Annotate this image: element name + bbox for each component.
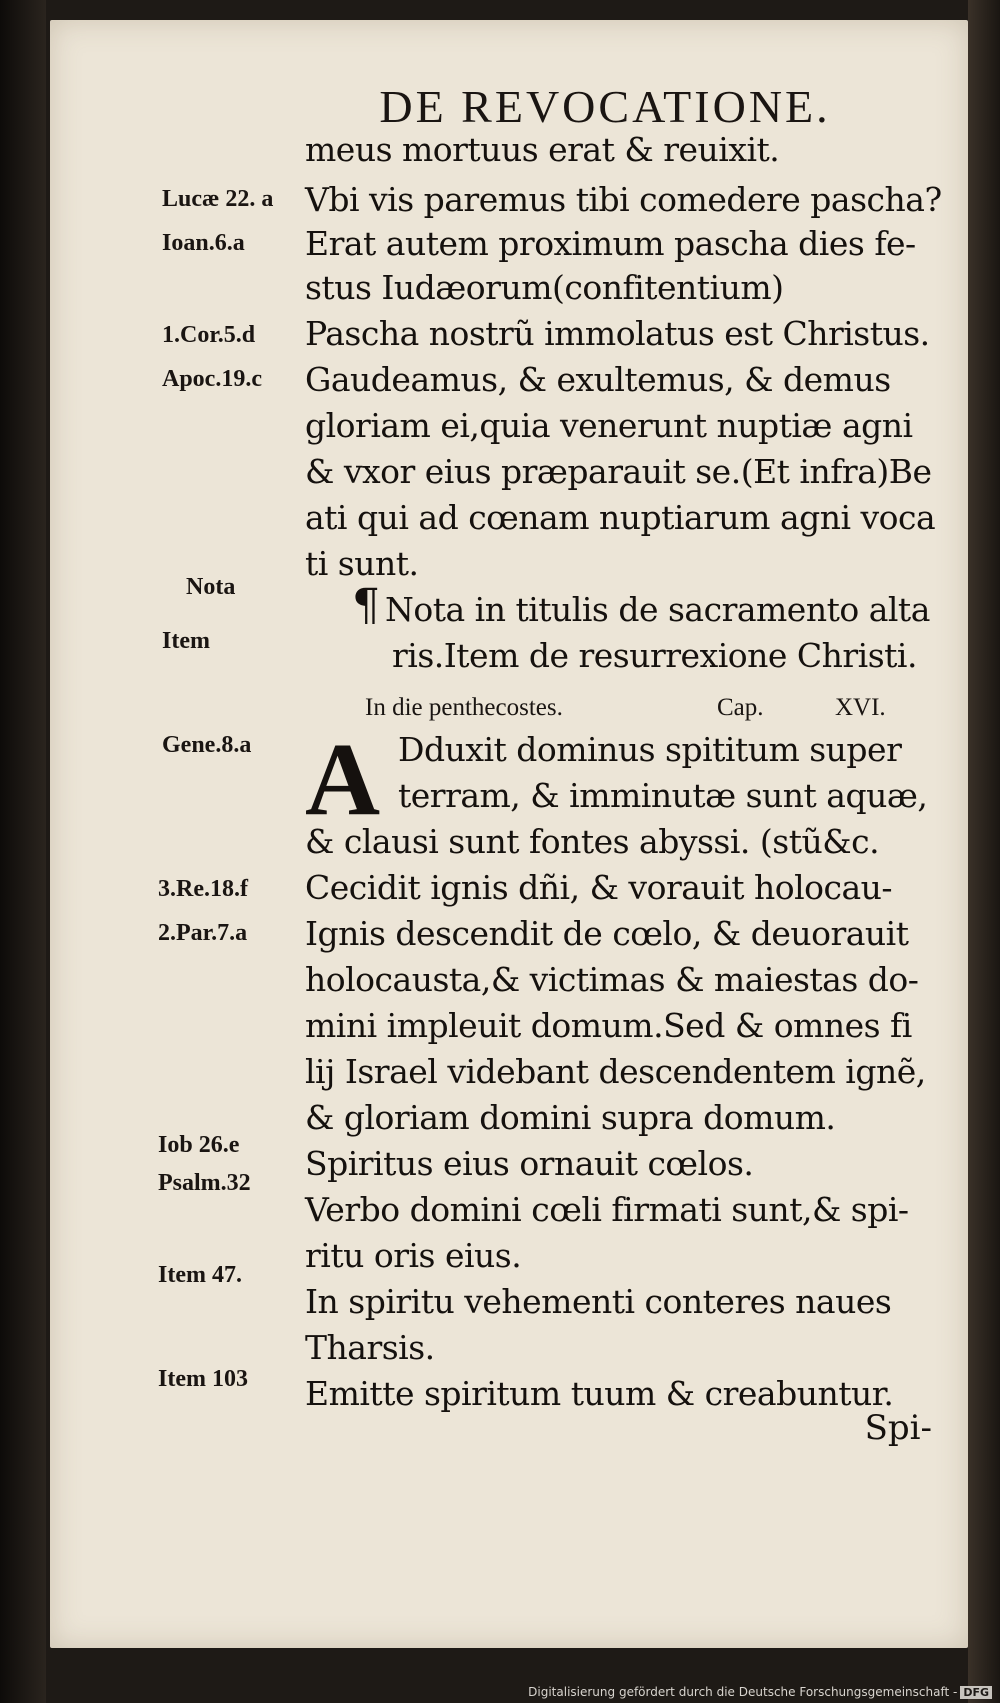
text-line: Verbo domini cœli firmati sunt,& spi- [305, 1190, 909, 1229]
text-line: meus mortuus erat & reuixit. [305, 130, 780, 169]
marginal-note: 2.Par.7.a [158, 920, 248, 946]
marginal-note: Iob 26.e [158, 1132, 240, 1158]
text-line: & gloriam domini supra domum. [305, 1098, 836, 1137]
marginal-note: 3.Re.18.f [158, 876, 248, 902]
marginal-note: Item 103 [158, 1366, 248, 1392]
text-line: ris.Item de resurrexione Christi. [392, 636, 917, 675]
text-line: Spiritus eius ornauit cœlos. [305, 1144, 754, 1183]
text-line: ati qui ad cœnam nuptiarum agni voca [305, 498, 936, 537]
marginal-note: Ioan.6.a [162, 230, 245, 256]
text-line: & clausi sunt fontes abyssi. (stũ&c. [305, 822, 880, 861]
text-line: Vbi vis paremus tibi comedere pascha? [305, 180, 942, 219]
text-line: & vxor eius præparauit se.(Et infra)Be [305, 452, 932, 491]
catchword: Spi- [864, 1408, 932, 1448]
marginal-note: Gene.8.a [162, 732, 252, 758]
marginal-note: 1.Cor.5.d [162, 322, 256, 348]
chapter-number: XVI. [835, 694, 886, 721]
text-line: mini impleuit domum.Sed & omnes fi [305, 1006, 912, 1045]
marginal-note: Nota [186, 574, 236, 600]
text-line: stus Iudæorum(confitentium) [305, 268, 784, 307]
text-line: lij Israel videbant descendentem ignẽ, [305, 1052, 926, 1091]
text-line: gloriam ei,quia venerunt nuptiæ agni [305, 406, 913, 445]
text-line: Dduxit dominus spititum super [398, 730, 902, 769]
text-line: In spiritu vehementi conteres naues [305, 1282, 892, 1321]
text-line: ritu oris eius. [305, 1236, 522, 1275]
pilcrow-icon: ¶ [352, 580, 380, 631]
footer-text: Digitalisierung gefördert durch die Deutsche Forschungsgemeinschaft - [528, 1685, 958, 1699]
running-header: DE REVOCATIONE. [379, 81, 831, 132]
book-gutter [0, 0, 46, 1703]
marginal-note: Apoc.19.c [162, 366, 262, 392]
marginal-note: Psalm.32 [158, 1170, 251, 1196]
chapter-cap: Cap. [717, 694, 764, 721]
digitization-credit [528, 1685, 992, 1699]
text-line: Tharsis. [305, 1328, 435, 1367]
chapter-title: In die penthecostes. [365, 694, 563, 721]
text-line: Nota in titulis de sacramento alta [385, 590, 930, 629]
text-line: Cecidit ignis dñi, & vorauit holocau- [305, 868, 893, 907]
marginal-note: Lucæ 22. a [162, 186, 274, 212]
text-line: Erat autem proximum pascha dies fe- [305, 224, 916, 263]
text-line: Gaudeamus, & exultemus, & demus [305, 360, 891, 399]
text-line: terram, & imminutæ sunt aquæ, [398, 776, 928, 815]
text-line: Pascha nostrũ immolatus est Christus. [305, 314, 930, 353]
marginal-note: Item 47. [158, 1262, 242, 1288]
text-line: ti sunt. [305, 544, 419, 583]
page-edge [968, 0, 1000, 1703]
marginal-note: Item [162, 628, 210, 654]
drop-cap: A [305, 722, 381, 837]
dfg-logo: DFG [960, 1686, 992, 1699]
text-line: Emitte spiritum tuum & creabuntur. [305, 1374, 894, 1413]
text-line: Ignis descendit de cœlo, & deuorauit [305, 914, 909, 953]
text-line: holocausta,& victimas & maiestas do- [305, 960, 919, 999]
